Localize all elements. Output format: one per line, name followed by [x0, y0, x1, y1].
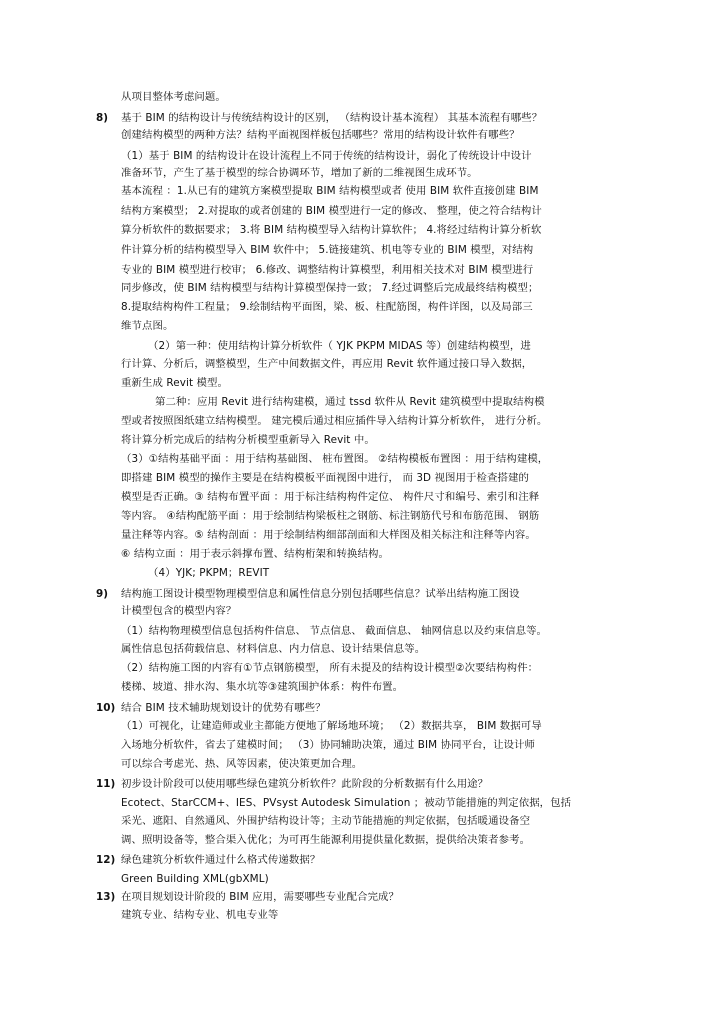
answer-line: 专业的 BIM 模型进行校审； 6.修改、调整结构计算模型，利用相关技术对 BIM 模型进行	[121, 264, 534, 276]
answer-line: 调、照明设备等，整合渠入优化；为可再生能源利用提供量化数据，提供给决策者参考。	[121, 834, 531, 846]
question-number: 9)	[96, 588, 108, 600]
question-number: 8)	[96, 112, 108, 124]
answer-line: （3）①结构基础平面 ：用于结构基础图、 桩布置图。 ②结构模板布置图 ：用于结构建模，	[121, 453, 549, 465]
answer-line: 将计算分析完成后的结构分析模型重新导入 Revit 中。	[121, 434, 375, 446]
answer-line: 8.提取结构构件工程量； 9.绘制结构平面图，梁、板、柱配筋图，构件详图，以及局部三	[121, 301, 533, 313]
answer-line: 型或者按照图纸建立结构模型。 建完模后通过相应插件导入结构计算分析软件， 进行分析。	[121, 415, 548, 427]
answer-line: （2）第一种：使用结构计算分析软件（ YJK PKPM MIDAS 等）创建结构模型，进	[148, 340, 531, 352]
answer-line: 属性信息包括荷载信息、材料信息、内力信息、设计结果信息等。	[121, 643, 426, 655]
answer-line: Green Building XML(gbXML)	[121, 873, 269, 885]
question-title: 结合 BIM 技术辅助规划设计的优势有哪些？	[121, 702, 326, 714]
question-number: 13)	[96, 891, 116, 903]
answer-line: 第二种：应用 Revit 进行结构建模，通过 tssd 软件从 Revit 建筑模型中提取结构模	[155, 396, 545, 408]
answer-line: 模型是否正确。③ 结构布置平面 ：用于标注结构构件定位、 构件尺寸和编号、索引和注释	[121, 491, 540, 503]
answer-line: 等内容。 ④结构配筋平面 ：用于绘制结构梁板柱之钢筋、标注钢筋代号和布筋范围、 钢筋	[121, 510, 540, 522]
answer-line: 建筑专业、结构专业、机电专业等	[121, 909, 279, 921]
answer-line: （1）结构物理模型信息包括构件信息、 节点信息、 截面信息、 轴网信息以及约束信息等。	[121, 625, 548, 637]
answer-line: 可以综合考虑光、热、风等因素，使决策更加合理。	[121, 758, 363, 770]
question-number: 12)	[96, 854, 116, 866]
answer-line: 维节点图。	[121, 320, 174, 332]
answer-line: 楼梯、坡道、排水沟、集水坑等③建筑围护体系：构件布置。	[121, 681, 404, 693]
answer-line: 基本流程 ：1.从已有的建筑方案模型提取 BIM 结构模型或者 使用 BIM 软件直接创建 BIM	[121, 185, 539, 197]
text-line: 从项目整体考虑问题。	[121, 91, 226, 103]
question-title: 初步设计阶段可以使用哪些绿色建筑分析软件？此阶段的分析数据有什么用途？	[121, 778, 489, 790]
answer-line: （2）结构施工图的内容有①节点钢筋模型， 所有未提及的结构设计模型②次要结构构件：	[121, 662, 539, 674]
answer-line: （4）YJK; PKPM；REVIT	[148, 567, 270, 579]
question-number: 11)	[96, 778, 116, 790]
answer-line: 件计算分析的结构模型导入 BIM 软件中； 5.链接建筑、机电等专业的 BIM 模型，对结构	[121, 244, 534, 256]
question-title: 创建结构模型的两种方法？结构平面视图样板包括哪些？常用的结构设计软件有哪些？	[121, 129, 520, 141]
answer-line: ⑥ 结构立面 ：用于表示斜撑布置、结构桁架和转换结构。	[121, 548, 389, 560]
answer-line: （1）基于 BIM 的结构设计在设计流程上不同于传统的结构设计，弱化了传统设计中设计	[121, 150, 532, 162]
question-title: 绿色建筑分析软件通过什么格式传递数据？	[121, 854, 321, 866]
answer-line: 重新生成 Revit 模型。	[121, 377, 228, 389]
answer-line: （1）可视化，让建造师或业主都能方便地了解场地环境； （2）数据共享， BIM 数据可导	[121, 720, 542, 732]
question-title: 结构施工图设计模型物理模型信息和属性信息分别包括哪些信息？试举出结构施工图设	[121, 588, 520, 600]
question-number: 10)	[96, 702, 116, 714]
answer-line: 入场地分析软件，省去了建模时间； （3）协同辅助决策，通过 BIM 协同平台，让设计师	[121, 739, 536, 751]
answer-line: Ecotect、StarCCM+、IES、PVsyst Autodesk Simulation ；被动节能措施的判定依据，包括	[121, 797, 572, 809]
answer-line: 准备环节，产生了基于模型的综合协调环节，增加了新的二维视图生成环节。	[121, 167, 478, 179]
answer-line: 即搭建 BIM 模型的操作主要是在结构模板平面视图中进行， 而 3D 视图用于检查搭建的	[121, 472, 529, 484]
answer-line: 采光、遮阳、自然通风、外围护结构设计等；主动节能措施的判定依据，包括暖通设备空	[121, 815, 531, 827]
answer-line: 同步修改，使 BIM 结构模型与结构计算模型保持一致； 7.经过调整后完成最终结构模型；	[121, 282, 539, 294]
answer-line: 量注释等内容。⑤ 结构剖面 ：用于绘制结构细部剖面和大样图及相关标注和注释等内容。	[121, 529, 536, 541]
question-title: 基于 BIM 的结构设计与传统结构设计的区别， （结构设计基本流程） 其基本流程有哪些？	[121, 112, 543, 124]
answer-line: 算分析软件的数据要求； 3.将 BIM 结构模型导入结构计算软件； 4.将经过结构计算分析软	[121, 224, 542, 236]
question-title: 计模型包含的模型内容？	[121, 605, 237, 617]
answer-line: 结构方案模型； 2.对提取的或者创建的 BIM 模型进行一定的修改、 整理，使之符合结构计	[121, 205, 542, 217]
question-title: 在项目规划设计阶段的 BIM 应用，需要哪些专业配合完成？	[121, 891, 400, 903]
answer-line: 行计算、分析后，调整模型，生产中间数据文件，再应用 Revit 软件通过接口导入数据，	[121, 358, 533, 370]
